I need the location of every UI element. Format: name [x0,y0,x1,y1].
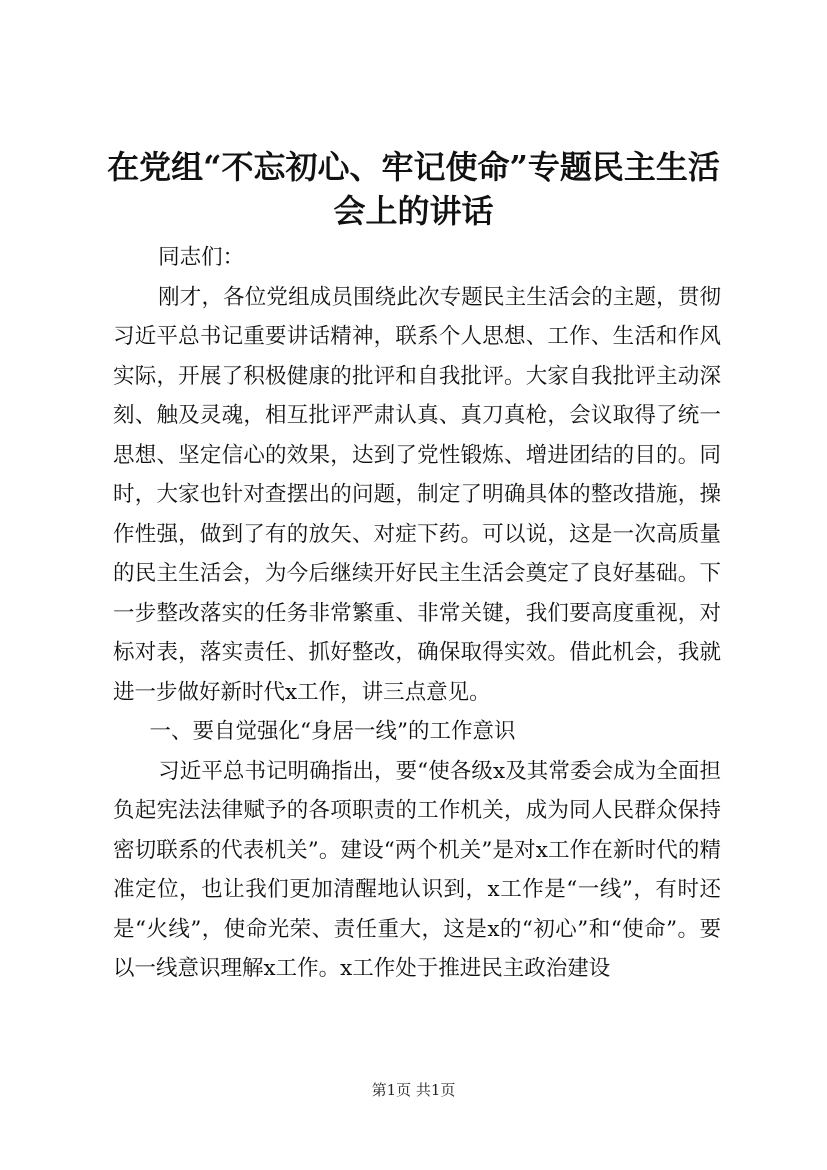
document-title [60,145,767,233]
page-footer: 第1页 共1页 [371,1081,456,1099]
paragraph-1: 刚才，各位党组成员围绕此次专题民主生活会的主题，贯彻习近平总书记重要讲话精神，联系个人思想、工作、生活和作风实际，开展了积极健康的批评和自我批评。大家自我批评主动深刻、触及灵魂，相互批评严肃认真、真刀真枪，会议取得了统一思想、坚定信心的效果，达到了党性锻炼、增进团结的目的。同时，大家也针对查摆出的问题，制定了明确具体的整改措施，操作性强，做到了有的放矢、对症下药。可以说，这是一次高质量的民主生活会，为今后继续开好民主生活会奠定了良好基础。下一步整改落实的任务非常繁重、非常关键，我们要高度重视，对标对表，落实责任、抓好整改，确保取得实效。借此机会，我就进一步做好新时代x工作，讲三点意见。 [113,284,721,705]
paragraph-2: 习近平总书记明确指出，要“使各级x及其常委会成为全面担负起宪法法律赋予的各项职责的工作机关，成为同人民群众保持密切联系的代表机关”。建设“两个机关”是对x工作在新时代的精准定位，也让我们更加清醒地认识到，x工作是“一线”，有时还是“火线”，使命光荣、责任重大，这是x的“初心”和“使命”。要以一线意识理解x工作。x工作处于推进民主政治建设 [113,758,721,981]
salutation: 同志们： [158,245,245,270]
title-line-1: 在党组“不忘初心、牢记使命”专题民主生活 [107,148,720,186]
document-body [113,238,721,989]
section-heading-1: 一、要自觉强化“身居一线”的工作意识 [149,719,516,744]
title-line-2: 会上的讲话 [333,192,494,230]
